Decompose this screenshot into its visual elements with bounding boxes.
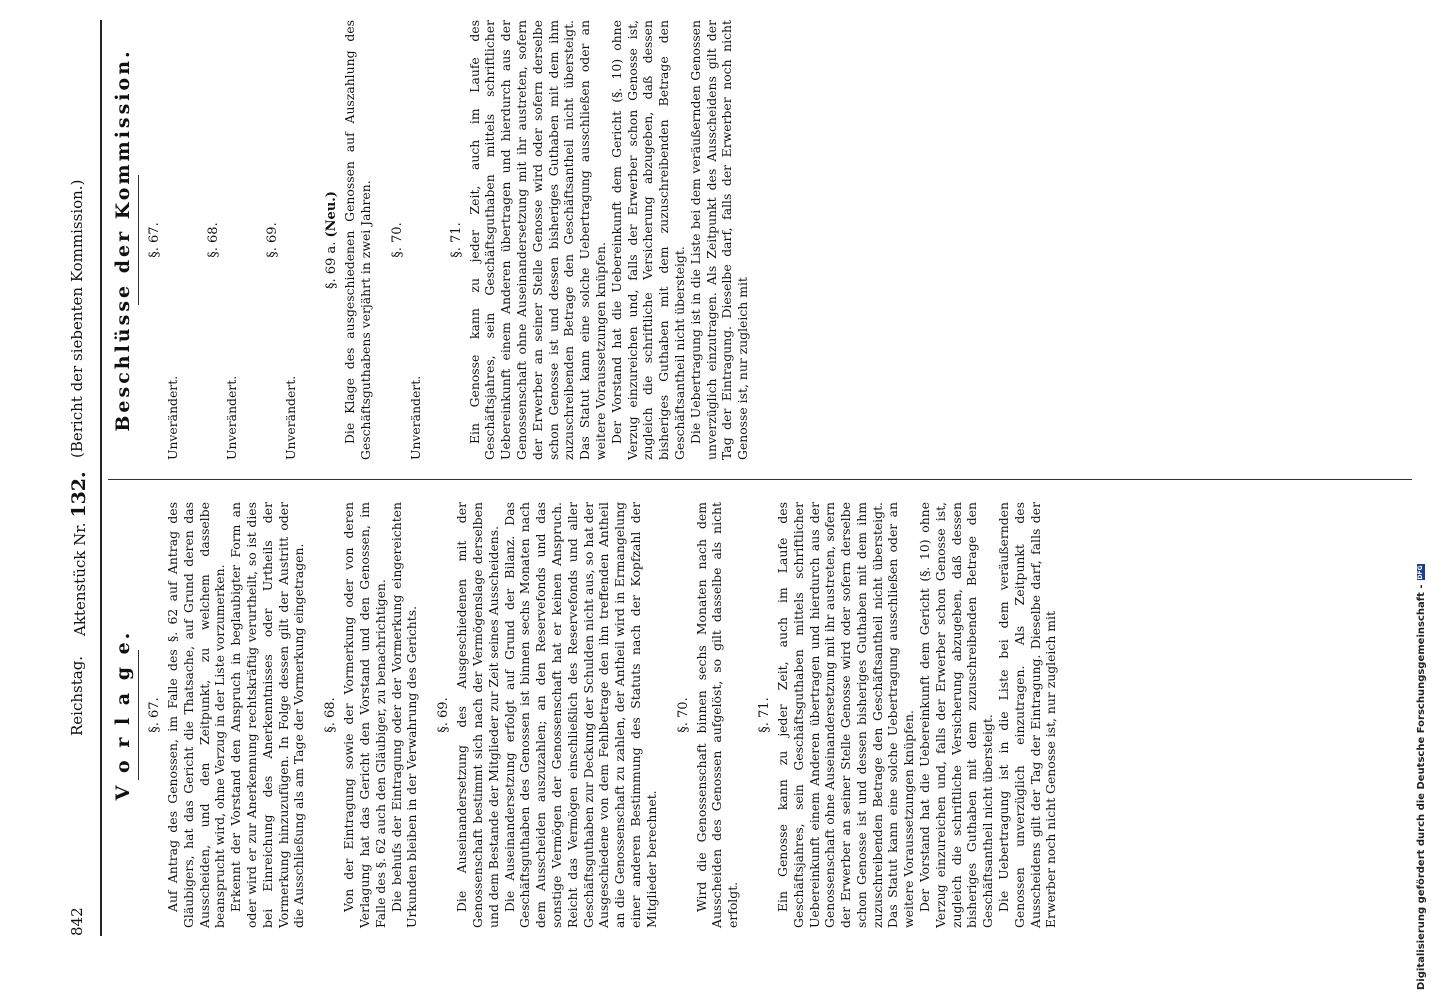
right-column-title: Beschlüsse der Kommission. (112, 48, 134, 432)
document-number-value: 132. (68, 471, 90, 518)
section-number: §. 68. (206, 222, 221, 258)
section-paragraph: Erkennt der Vorstand den Anspruch in beglaubigter Form an oder wird er zur Anerkennung rechtskräftig verurtheilt, so ist dies bei Einreichung des Anerkenntnisses oder Urtheils der Vormerkung hinzuzufügen. In Folge dessen gilt der Austritt oder die Ausschließung als am Tage der Vormerkung eingetragen. (228, 502, 307, 928)
section-number: §. 71. (756, 697, 772, 733)
document-number-prefix: Aktenstück Nr. (71, 522, 89, 636)
digitization-note (1416, 564, 1427, 990)
source-label: Reichstag. (68, 655, 86, 736)
section (757, 502, 1069, 928)
document-number (68, 471, 90, 636)
unchanged-note: Unverändert. (224, 375, 239, 460)
section (147, 502, 317, 928)
left-column-vorlage (110, 502, 1069, 928)
section-heading (436, 502, 451, 928)
section (449, 20, 761, 460)
unchanged-note: Unverändert. (407, 375, 423, 460)
section-paragraph: Der Vorstand hat die Uebereinkunft dem Gericht (§. 10) ohne Verzug einzureichen und, falls der Erwerber schon Genosse ist, zugleich die schriftliche Versicherung abzugeben, daß dessen bisheriges Guthaben mit dem zuzuschreibenden Betrage den Geschäftsantheil nicht übersteigt. (917, 502, 996, 928)
page-number: 842 (68, 907, 86, 936)
section-paragraph: Die Klage des ausgeschiedenen Genossen auf Auszahlung des Geschäftsguthabens verjährt in zwei Jahren. (342, 20, 373, 460)
section-number: §. 70. (675, 697, 691, 733)
section-heading (324, 20, 339, 460)
section-heading (206, 20, 221, 460)
section-paragraph: Von der Eintragung sowie der Vormerkung oder von deren Verlagung hat das Gericht den Vorstand und den Genossen, im Falle des §. 62 auch den Gläubiger, zu benachrichtigen. (341, 502, 388, 928)
section-paragraph: Die behufs der Eintragung oder der Vormerkung eingereichten Urkunden bleiben in der Verwahrung des Gerichts. (388, 502, 420, 928)
section (147, 20, 200, 460)
digitization-note-text: Digitalisierung gefördert durch die Deutsche Forschungsgemeinschaft - (1416, 584, 1427, 990)
section-number: §. 69. (265, 222, 280, 258)
page-header (60, 20, 94, 936)
section (324, 20, 384, 460)
section (436, 502, 669, 928)
section-paragraph: Der Vorstand hat die Uebereinkunft dem Gericht (§. 10) ohne Verzug einzureichen und, falls der Erwerber schon Genosse ist, zugleich die schriftliche Versicherung abzugeben, daß dessen bisheriges Guthaben mit dem zuzuschreibenden Betrage den Geschäftsantheil nicht übersteigt. (608, 20, 687, 460)
section-number: §. 69 a. (324, 241, 339, 289)
section-number: §. 71. (448, 222, 464, 258)
section-paragraph: Wird die Genossenschaft binnen sechs Monaten nach dem Ausscheiden des Genossen aufgelöst, so gilt dasselbe als nicht erfolgt. (693, 502, 741, 928)
section (390, 20, 443, 460)
section-paragraph: Die Auseinandersetzung des Ausgeschiedenen mit der Genossenschaft bestimmt sich nach der Vermögenslage derselben und dem Bestande der Mitglieder zur Zeit seines Ausscheidens. (454, 502, 501, 928)
right-column-beschluesse (110, 20, 761, 460)
column-divider (108, 479, 1428, 480)
section-number: §. 67. (147, 697, 162, 733)
report-label: (Bericht der siebenten Kommission.) (68, 179, 86, 458)
section-heading (449, 20, 464, 460)
section-number: §. 70. (389, 222, 405, 258)
left-title-rule (138, 650, 139, 780)
section-heading (323, 502, 338, 928)
left-column-title: V o r l a g e. (112, 629, 134, 801)
right-sections (147, 20, 761, 460)
section-paragraph: Ein Genosse kann zu jeder Zeit, auch im Laufe des Geschäftsjahres, sein Geschäftsguthaben mittels schriftlicher Uebereinkunft einem Anderen übertragen und hierdurch aus der Genossenschaft ohne Auseinandersetzung mit ihr austreten, sofern der Erwerber an seiner Stelle Genosse wird oder sofern derselbe schon Genosse ist und dessen bisheriges Guthaben mit dem ihm zuzuschreibenden Betrage den Geschäftsantheil nicht übersteigt. Das Statut kann eine solche Uebertragung ausschließen oder an weitere Voraussetzungen knüpfen. (774, 502, 917, 928)
section (323, 502, 430, 928)
section-paragraph: Die Uebertragung ist in die Liste bei dem veräußernden Genossen unverzüglich einzutragen. Als Zeitpunkt des Ausscheidens gilt der Tag der Eintragung. Dieselbe darf, falls der Erwerber noch nicht Genosse ist, nur zugleich mit (687, 20, 751, 460)
section-number: §. 68. (323, 697, 339, 733)
section (265, 20, 318, 460)
left-sections (147, 502, 1069, 928)
unchanged-note: Unverändert. (283, 375, 298, 460)
new-section-marker: (Neu.) (324, 191, 339, 238)
section-heading (265, 20, 280, 460)
section-heading (390, 20, 405, 460)
right-title-rule (138, 175, 139, 305)
dfg-logo-icon: DFG (1417, 565, 1424, 580)
section-heading (757, 502, 772, 928)
section (206, 20, 259, 460)
section-heading (147, 502, 162, 928)
unchanged-note: Unverändert. (165, 375, 180, 460)
header-divider (100, 20, 102, 936)
section-number: §. 67. (147, 222, 162, 258)
section-paragraph: Ein Genosse kann zu jeder Zeit, auch im Laufe des Geschäftsjahres, sein Geschäftsguthaben mittels schriftlicher Uebereinkunft einem Anderen übertragen und hierdurch aus der Genossenschaft ohne Auseinandersetzung mit ihr austreten, sofern der Erwerber an seiner Stelle Genosse wird oder sofern derselbe schon Genosse ist und dessen bisheriges Guthaben mit dem ihm zuzuschreibenden Betrage den Geschäftsantheil nicht übersteigt. Das Statut kann eine solche Uebertragung ausschließen oder an weitere Voraussetzungen knüpfen. (466, 20, 608, 460)
section-paragraph: Die Uebertragung ist in die Liste bei dem veräußernden Genossen unverzüglich einzutragen. Als Zeitpunkt des Ausscheidens gilt der Tag der Eintragung. Dieselbe darf, falls der Erwerber noch nicht Genosse ist, nur zugleich mit (996, 502, 1059, 928)
section-paragraph: Die Auseinandersetzung erfolgt auf Grund der Bilanz. Das Geschäftsguthaben des Genossen ist binnen sechs Monaten nach dem Ausscheiden auszuzahlen; an den Reservefonds und das sonstige Vermögen der Genossenschaft hat er keinen Anspruch. Reicht das Vermögen einschließlich des Reservefonds und aller Geschäftsguthaben zur Deckung der Schulden nicht aus, so hat der Ausgeschiedene von dem Fehlbetrage den ihn treffenden Antheil an die Genossenschaft zu zahlen, der Antheil wird in Ermangelung einer anderen Bestimmung des Statuts nach der Kopfzahl der Mitglieder berechnet. (501, 502, 659, 928)
section-heading (676, 502, 691, 928)
section-paragraph: Auf Antrag des Genossen, im Falle des §. 62 auf Antrag des Gläubigers, hat das Gericht die Thatsache, auf Grund deren das Ausscheiden, und den Zeitpunkt, zu welchem dasselbe beansprucht wird, ohne Verzug in der Liste vorzumerken. (165, 502, 228, 928)
section-number: §. 69. (436, 697, 452, 733)
section-heading (147, 20, 162, 460)
section (676, 502, 751, 928)
